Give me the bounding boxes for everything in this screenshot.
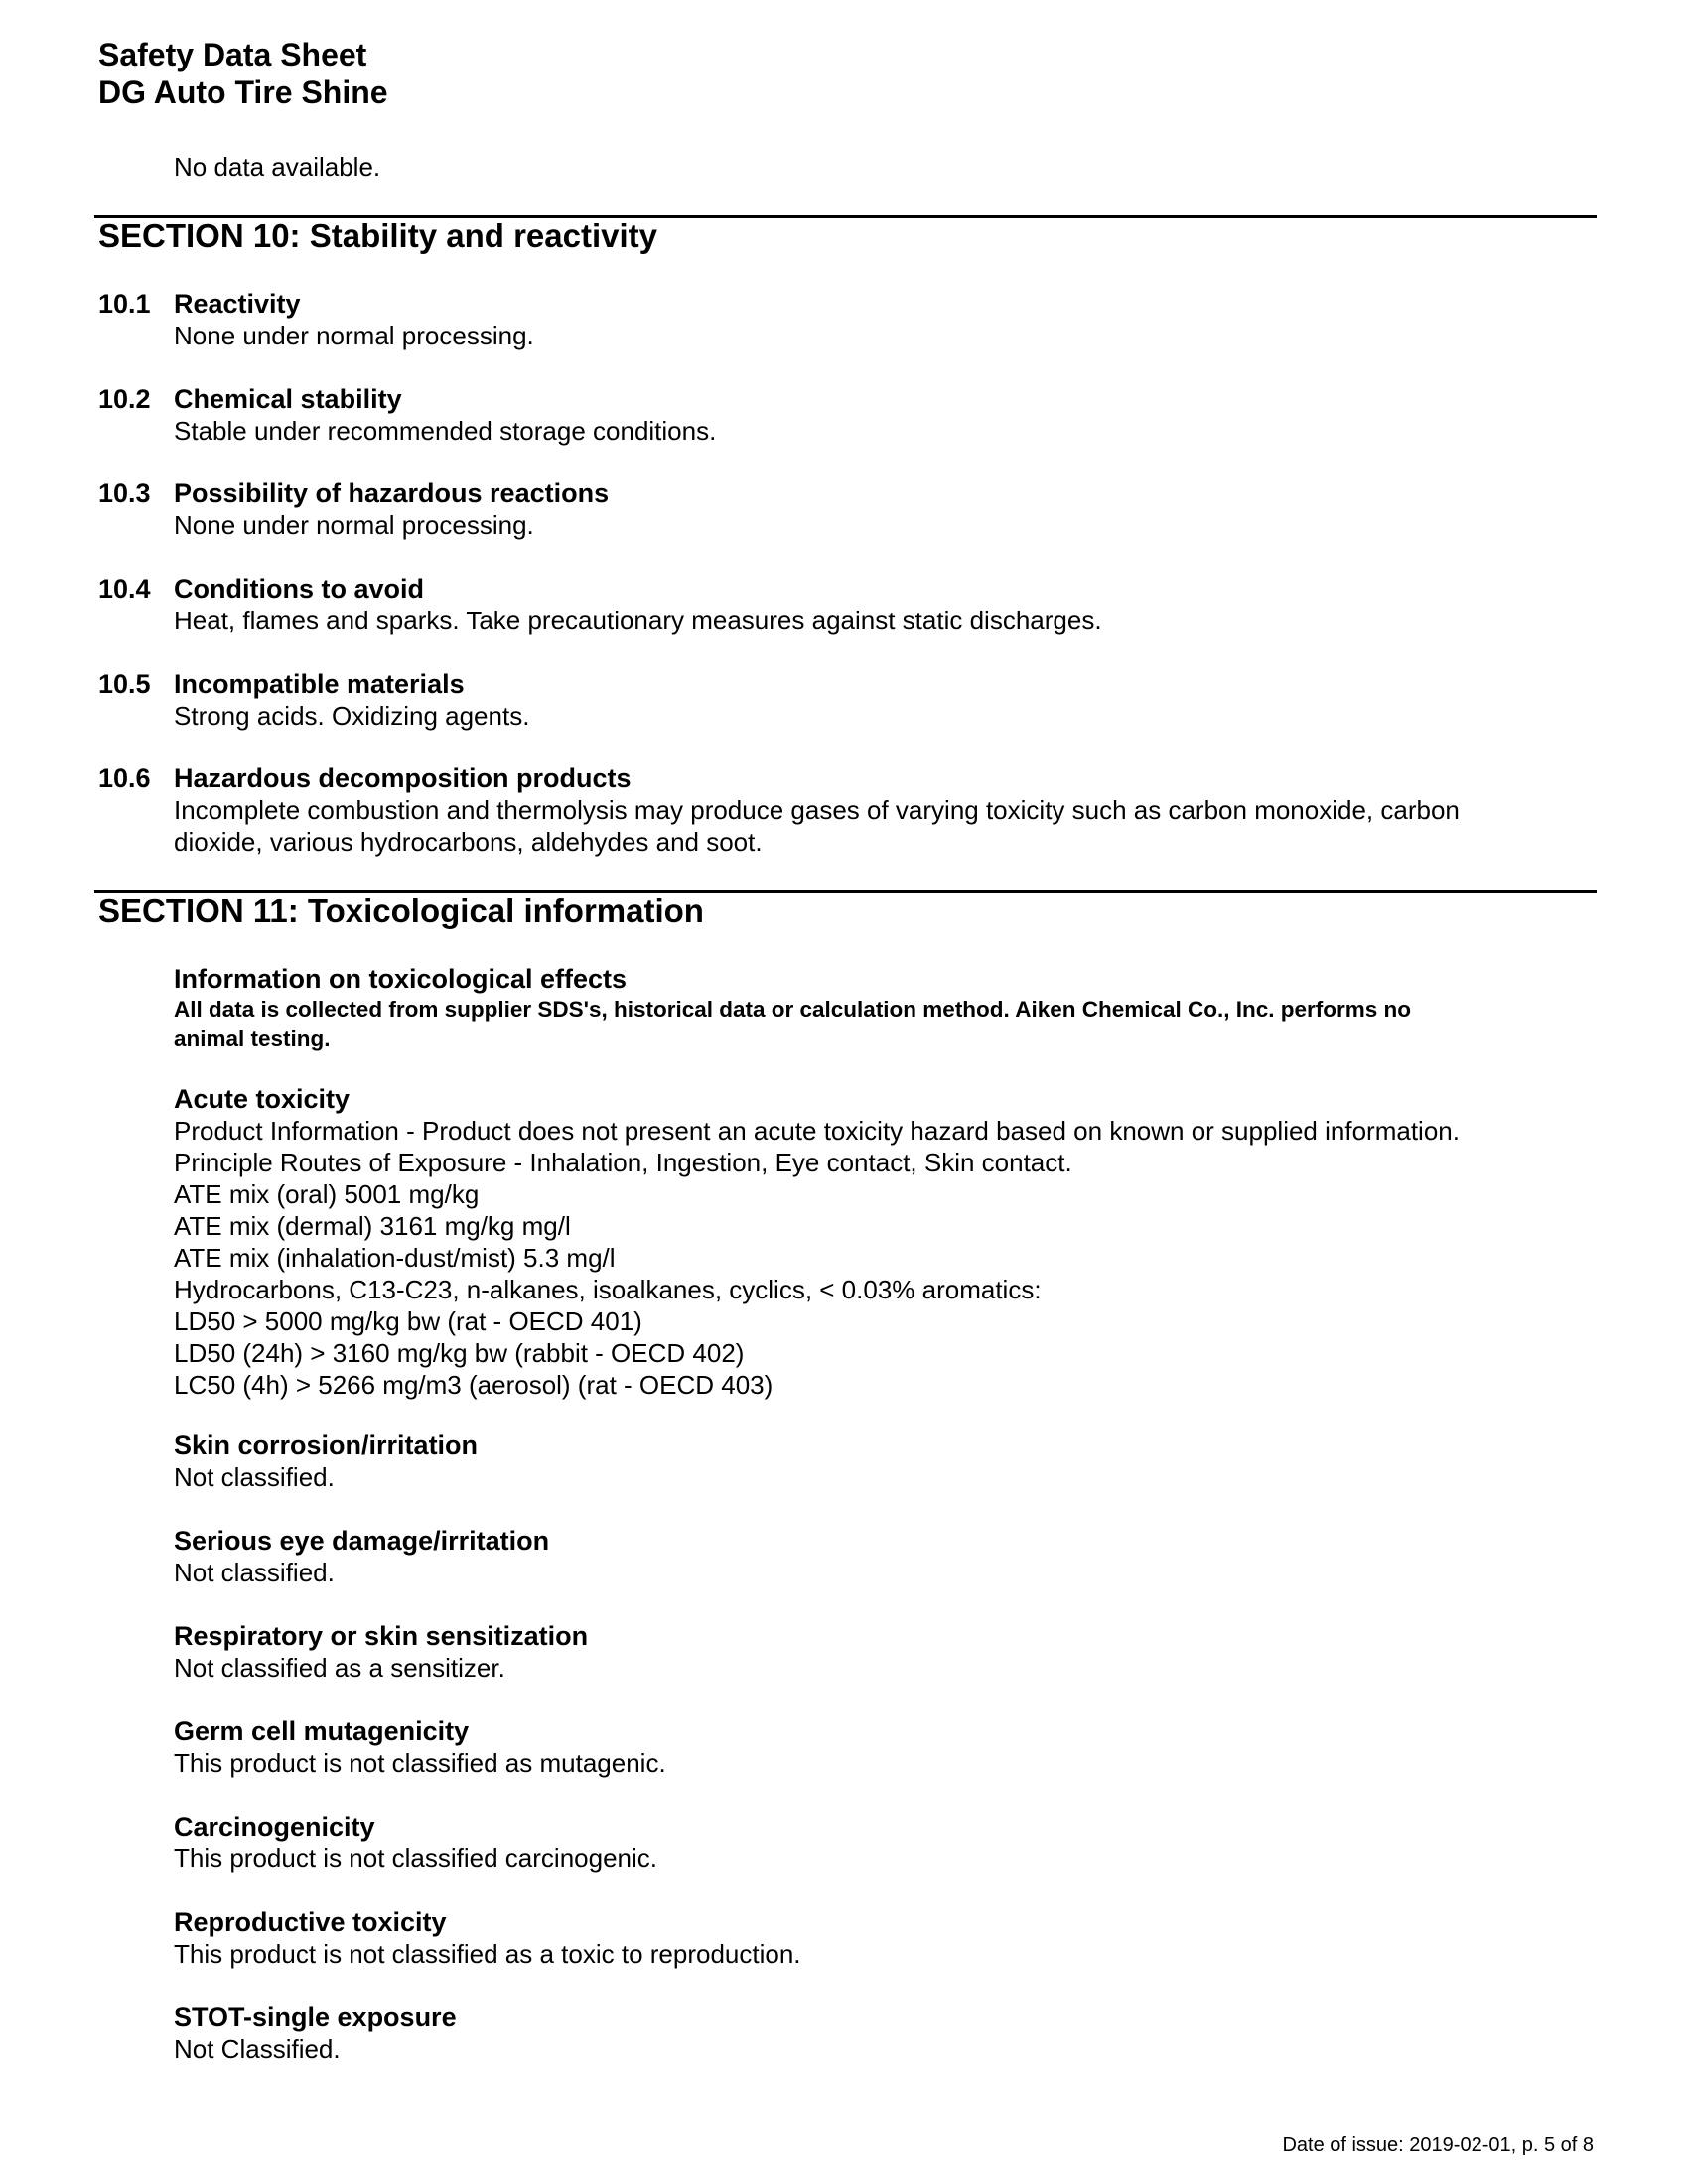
acute-toxicity-line: LD50 (24h) > 3160 mg/kg bw (rabbit - OECD 402) [174,1338,745,1368]
item-heading: Conditions to avoid [174,574,424,604]
subsection-heading: Carcinogenicity [174,1812,375,1842]
toxicological-effects-note-line-1: All data is collected from supplier SDS's, historical data or calculation method. Aiken Chemical Co., Inc. performs no [174,997,1412,1022]
subsection-text: Not classified as a sensitizer. [174,1653,505,1683]
acute-toxicity-line: ATE mix (oral) 5001 mg/kg [174,1179,480,1209]
item-heading: Chemical stability [174,384,402,414]
item-text-line-2: dioxide, various hydrocarbons, aldehydes and soot. [174,827,763,857]
skin-corrosion-block [174,1430,1584,1493]
item-text-line-1: Incomplete combustion and thermolysis may produce gases of varying toxicity such as carbon monoxide, carbon [174,795,1460,825]
sensitization-block [174,1620,1584,1684]
page-footer-date-of-issue: Date of issue: 2019-02-01, p. 5 of 8 [1282,2134,1594,2156]
acute-toxicity-line: ATE mix (dermal) 3161 mg/kg mg/l [174,1211,571,1241]
acute-toxicity-line: LD50 > 5000 mg/kg bw (rat - OECD 401) [174,1306,642,1336]
item-number: 10.3 [98,478,151,508]
mutagenicity-block [174,1715,1584,1779]
section-10-item-incompatible-materials [98,668,1568,732]
section-10-item-conditions-to-avoid [98,573,1568,636]
section-10-item-reactivity [98,288,1568,351]
section-10-item-decomposition-products [98,762,1568,858]
item-text: Strong acids. Oxidizing agents. [174,701,530,731]
stot-single-exposure-block [174,2001,1584,2065]
acute-toxicity-line: Principle Routes of Exposure - Inhalation, Ingestion, Eye contact, Skin contact. [174,1148,1072,1177]
subsection-text: Not Classified. [174,2034,341,2064]
carcinogenicity-block [174,1811,1584,1874]
section-11-title: SECTION 11: Toxicological information [98,892,704,929]
item-text: None under normal processing. [174,321,534,350]
item-number: 10.1 [98,289,151,319]
section-10-item-hazardous-reactions [98,478,1568,541]
subsection-text: Not classified. [174,1462,335,1492]
toxicological-effects-note-line-2: animal testing. [174,1026,331,1051]
acute-toxicity-block [174,1083,1584,1401]
subsection-heading: Skin corrosion/irritation [174,1431,479,1460]
document-header [98,36,388,111]
acute-toxicity-line: LC50 (4h) > 5266 mg/m3 (aerosol) (rat - OECD 403) [174,1370,774,1400]
item-text: Heat, flames and sparks. Take precautionary measures against static discharges. [174,606,1102,635]
intro-text: No data available. [174,152,381,182]
acute-toxicity-line: Hydrocarbons, C13-C23, n-alkanes, isoalkanes, cyclics, < 0.03% aromatics: [174,1275,1042,1304]
subsection-text: This product is not classified as a toxic to reproduction. [174,1939,801,1969]
acute-toxicity-line: Product Information - Product does not present an acute toxicity hazard based on known or supplied information. [174,1116,1460,1146]
item-number: 10.6 [98,763,151,793]
eye-damage-block [174,1525,1584,1588]
subsection-text: This product is not classified as mutagenic. [174,1748,666,1778]
item-number: 10.4 [98,574,151,604]
item-text: Stable under recommended storage conditions. [174,416,717,446]
acute-toxicity-heading: Acute toxicity [174,1084,351,1114]
document-type-title: Safety Data Sheet [98,37,367,72]
item-heading: Reactivity [174,289,301,319]
subsection-heading: Respiratory or skin sensitization [174,1621,589,1651]
section-10-title: SECTION 10: Stability and reactivity [98,217,657,254]
acute-toxicity-line: ATE mix (inhalation-dust/mist) 5.3 mg/l [174,1243,616,1273]
product-name: DG Auto Tire Shine [98,74,388,110]
toxicological-effects-heading: Information on toxicological effects [174,964,628,994]
subsection-text: Not classified. [174,1558,335,1587]
subsection-heading: Serious eye damage/irritation [174,1526,550,1556]
section-10-item-chemical-stability [98,383,1568,447]
item-heading: Hazardous decomposition products [174,763,632,793]
item-number: 10.2 [98,384,151,414]
item-heading: Possibility of hazardous reactions [174,478,610,508]
subsection-heading: STOT-single exposure [174,2002,457,2032]
reproductive-toxicity-block [174,1906,1584,1970]
subsection-heading: Germ cell mutagenicity [174,1716,470,1746]
subsection-heading: Reproductive toxicity [174,1907,447,1937]
subsection-text: This product is not classified carcinogenic. [174,1843,658,1873]
item-number: 10.5 [98,669,151,699]
item-heading: Incompatible materials [174,669,465,699]
item-text: None under normal processing. [174,510,534,540]
toxicological-effects-block [174,963,1584,1054]
